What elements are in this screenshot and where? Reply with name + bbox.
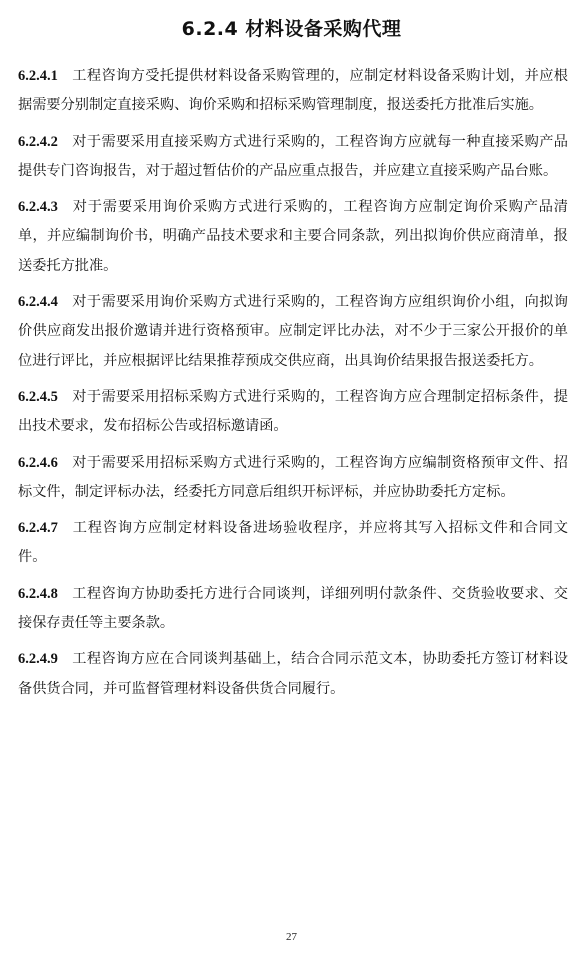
clause-number: 6.2.4.2 xyxy=(18,133,58,150)
clause-6-2-4-4 xyxy=(18,288,568,376)
clause-number: 6.2.4.6 xyxy=(18,454,58,471)
clause-6-2-4-2 xyxy=(18,128,568,187)
clause-6-2-4-5 xyxy=(18,383,568,442)
clause-text: 工程咨询方协助委托方进行合同谈判，详细列明付款条件、交货验收要求、交接保存责任等主要条款。 xyxy=(18,585,568,632)
clause-text: 对于需要采用招标采购方式进行采购的，工程咨询方应合理制定招标条件，提出技术要求，发布招标公告或招标邀请函。 xyxy=(18,388,568,435)
clause-text: 对于需要采用直接采购方式进行采购的，工程咨询方应就每一种直接采购产品提供专门咨询报告，对于超过暂估价的产品应重点报告，并应建立直接采购产品台账。 xyxy=(18,133,568,179)
clause-text: 对于需要采用询价采购方式进行采购的，工程咨询方应制定询价采购产品清单，并应编制询价书，明确产品技术要求和主要合同条款，列出拟询价供应商清单，报送委托方批准。 xyxy=(18,199,568,274)
clause-number: 6.2.4.3 xyxy=(18,199,58,216)
clause-number: 6.2.4.7 xyxy=(18,520,58,537)
clause-list xyxy=(18,62,568,711)
clause-6-2-4-9 xyxy=(18,645,568,704)
clause-6-2-4-3 xyxy=(18,193,568,281)
clause-6-2-4-7 xyxy=(18,514,568,573)
clause-number: 6.2.4.1 xyxy=(18,68,58,84)
clause-text: 工程咨询方应制定材料设备进场验收程序，并应将其写入招标文件和合同文件。 xyxy=(18,520,568,566)
clause-text: 对于需要采用招标采购方式进行采购的，工程咨询方应编制资格预审文件、招标文件，制定评标办法，经委托方同意后组织开标评标，并应协助委托方定标。 xyxy=(18,454,568,500)
clause-text: 工程咨询方受托提供材料设备采购管理的，应制定材料设备采购计划，并应根据需要分别制定直接采购、询价采购和招标采购管理制度，报送委托方批准后实施。 xyxy=(18,68,568,114)
clause-text: 工程咨询方应在合同谈判基础上，结合合同示范文本，协助委托方签订材料设备供货合同，并可监督管理材料设备供货合同履行。 xyxy=(18,651,568,697)
clause-number: 6.2.4.5 xyxy=(18,388,58,405)
clause-6-2-4-6 xyxy=(18,449,568,508)
clause-number: 6.2.4.9 xyxy=(18,651,58,668)
page-number: 27 xyxy=(286,931,297,943)
clause-6-2-4-1 xyxy=(18,62,568,121)
clause-6-2-4-8 xyxy=(18,580,568,639)
section-title: 6.2.4 材料设备采购代理 xyxy=(181,18,402,40)
clause-number: 6.2.4.4 xyxy=(18,294,58,311)
clause-number: 6.2.4.8 xyxy=(18,585,58,602)
clause-text: 对于需要采用询价采购方式进行采购的，工程咨询方应组织询价小组，向拟询价供应商发出报价邀请并进行资格预审。应制定评比办法，对不少于三家公开报价的单位进行评比，并应根据评比结果推荐预成交供应商，出具询价结果报告报送委托方。 xyxy=(18,294,568,369)
